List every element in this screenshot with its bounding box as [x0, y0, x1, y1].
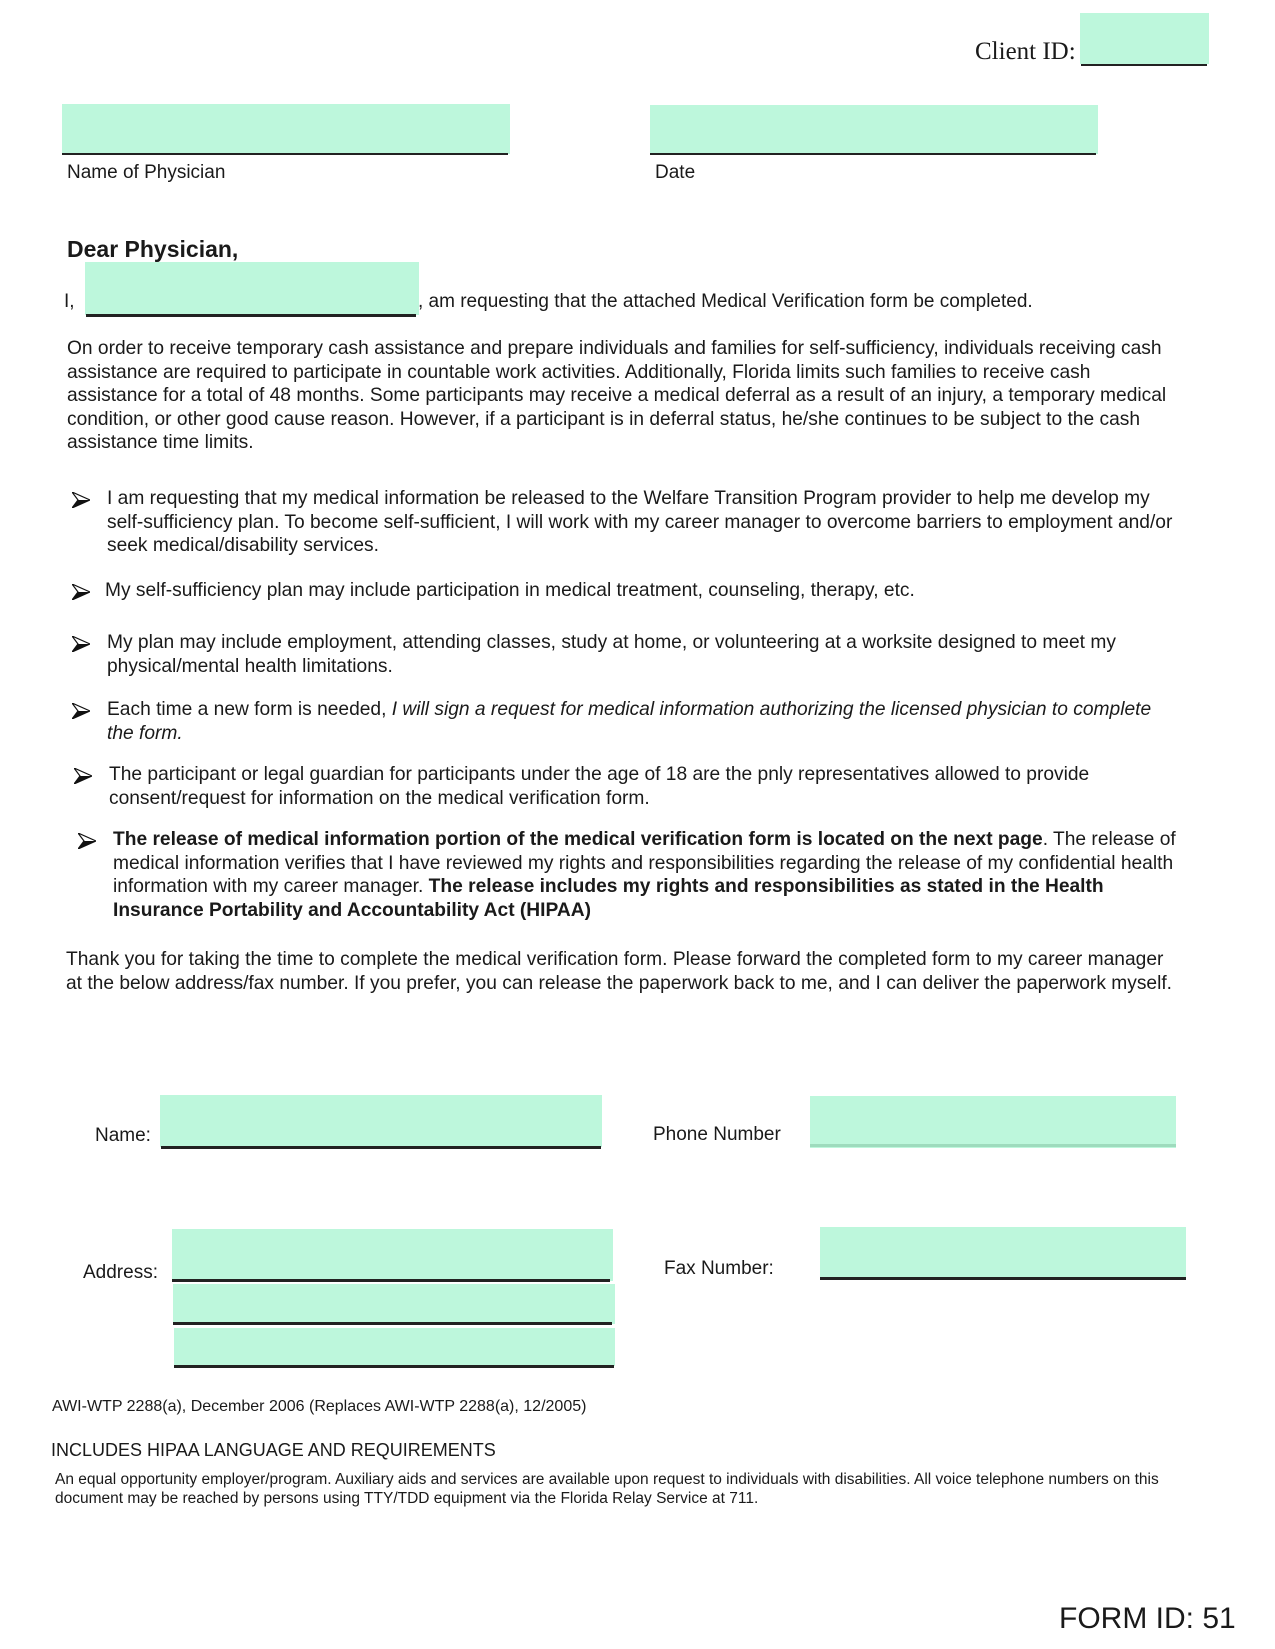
client-id-underline [1081, 64, 1207, 66]
arrow-bullet-icon [74, 768, 92, 784]
bullet-text: Each time a new form is needed, I will sign a request for medical information authorizing the licensed physician to complete the form. [107, 699, 1152, 744]
contact-name-label: Name: [95, 1125, 151, 1146]
client-id-field[interactable] [1080, 13, 1209, 64]
bullet-text: The release of medical information portion of the medical verification form is located on the next page. The release of medical information verifies that I have reviewed my rights and responsibilities regarding the release of my confidential health information with my career manager. The release includes my rights and responsibilities as stated in the Health Insurance Portability and Accountability Act (HIPAA) [113, 829, 1176, 921]
bullet-item [72, 579, 1182, 603]
eeo-statement: An equal opportunity employer/program. Auxiliary aids and services are available upon request to individuals with disabilities. All voice telephone numbers on this document may be reached by persons using TTY/TDD equipment via the Florida Relay Service at 711. [55, 1471, 1159, 1507]
date-label: Date [655, 162, 696, 183]
form-id: FORM ID: 51 [1059, 1602, 1236, 1635]
arrow-bullet-icon [78, 833, 96, 849]
salutation: Dear Physician, [67, 236, 239, 262]
closing-paragraph: Thank you for taking the time to complete the medical verification form. Please forward the completed form to my career manager at the below address/fax number. If you prefer, you can release the paperwork back to me, and I can deliver the paperwork myself. [66, 949, 1173, 994]
arrow-bullet-icon [72, 492, 90, 508]
form-number: AWI-WTP 2288(a), December 2006 (Replaces AWI-WTP 2288(a), 12/2005) [52, 1398, 587, 1415]
bullet-text: My plan may include employment, attending classes, study at home, or volunteering at a worksite designed to meet my physical/mental health limitations. [107, 632, 1116, 677]
arrow-bullet-icon [72, 636, 90, 652]
physician-name-field[interactable] [62, 104, 510, 154]
date-field[interactable] [650, 105, 1098, 154]
address-line-2-field[interactable] [173, 1284, 615, 1324]
address-label: Address: [83, 1262, 158, 1283]
bullet-item [72, 487, 1182, 558]
date-underline [650, 153, 1096, 155]
client-id-label: Client ID: [975, 38, 1076, 65]
arrow-bullet-icon [72, 703, 90, 719]
bullet-item [72, 631, 1182, 678]
bullet-text-italic: I will sign a request for medical information authorizing the licensed physician to complete the form. [107, 699, 1152, 744]
bullet-text: My self-sufficiency plan may include participation in medical treatment, counseling, therapy, etc. [105, 580, 915, 601]
fax-label: Fax Number: [664, 1258, 774, 1279]
requester-name-underline [86, 314, 416, 317]
physician-name-underline [62, 153, 508, 155]
address-line-3-field[interactable] [174, 1328, 615, 1366]
fax-underline [820, 1277, 1186, 1280]
address-line-3-underline [174, 1365, 614, 1368]
address-line-1-field[interactable] [172, 1229, 613, 1281]
physician-name-label: Name of Physician [67, 162, 226, 183]
bullet-text: The participant or legal guardian for participants under the age of 18 are the pnly representatives allowed to provide consent/request for information on the medical verification form. [109, 764, 1090, 809]
bullet-text: I am requesting that my medical information be released to the Welfare Transition Program provider to help me develop my self-sufficiency plan. To become self-sufficient, I will work with my career manager to overcome barriers to employment and/or seek medical/disability services. [107, 488, 1173, 556]
request-prefix: I, [64, 291, 75, 312]
bullet-text-bold: The release includes my rights and responsibilities as stated in the Health Insurance Portability and Accountability Act (HIPAA) [113, 876, 1104, 921]
bullet-text-bold: The release of medical information portion of the medical verification form is located on the next page [113, 829, 1043, 850]
request-suffix: , am requesting that the attached Medical Verification form be completed. [418, 291, 1033, 312]
arrow-bullet-icon [72, 584, 90, 600]
phone-underline [810, 1144, 1176, 1147]
contact-name-underline [161, 1146, 601, 1149]
bullet-item [72, 698, 1182, 745]
phone-field[interactable] [810, 1096, 1176, 1148]
phone-label: Phone Number [653, 1124, 781, 1145]
fax-field[interactable] [820, 1227, 1186, 1279]
contact-name-field[interactable] [160, 1095, 602, 1147]
bullet-item [78, 828, 1188, 922]
intro-paragraph: On order to receive temporary cash assistance and prepare individuals and families for self-sufficiency, individuals receiving cash assistance are required to participate in countable work activities. Additionally, Florida limits such families to receive cash assistance for a total of 48 months. Some participants may receive a medical deferral as a result of an injury, a temporary medical condition, or other good cause reason. However, if a participant is in deferral status, he/she continues to be subject to the cash assistance time limits. [67, 338, 1167, 453]
address-line-2-underline [173, 1322, 612, 1325]
hipaa-note: INCLUDES HIPAA LANGUAGE AND REQUIREMENTS [51, 1440, 496, 1460]
address-line-1-underline [172, 1279, 610, 1282]
requester-name-field[interactable] [85, 262, 419, 315]
bullet-item [74, 763, 1184, 810]
